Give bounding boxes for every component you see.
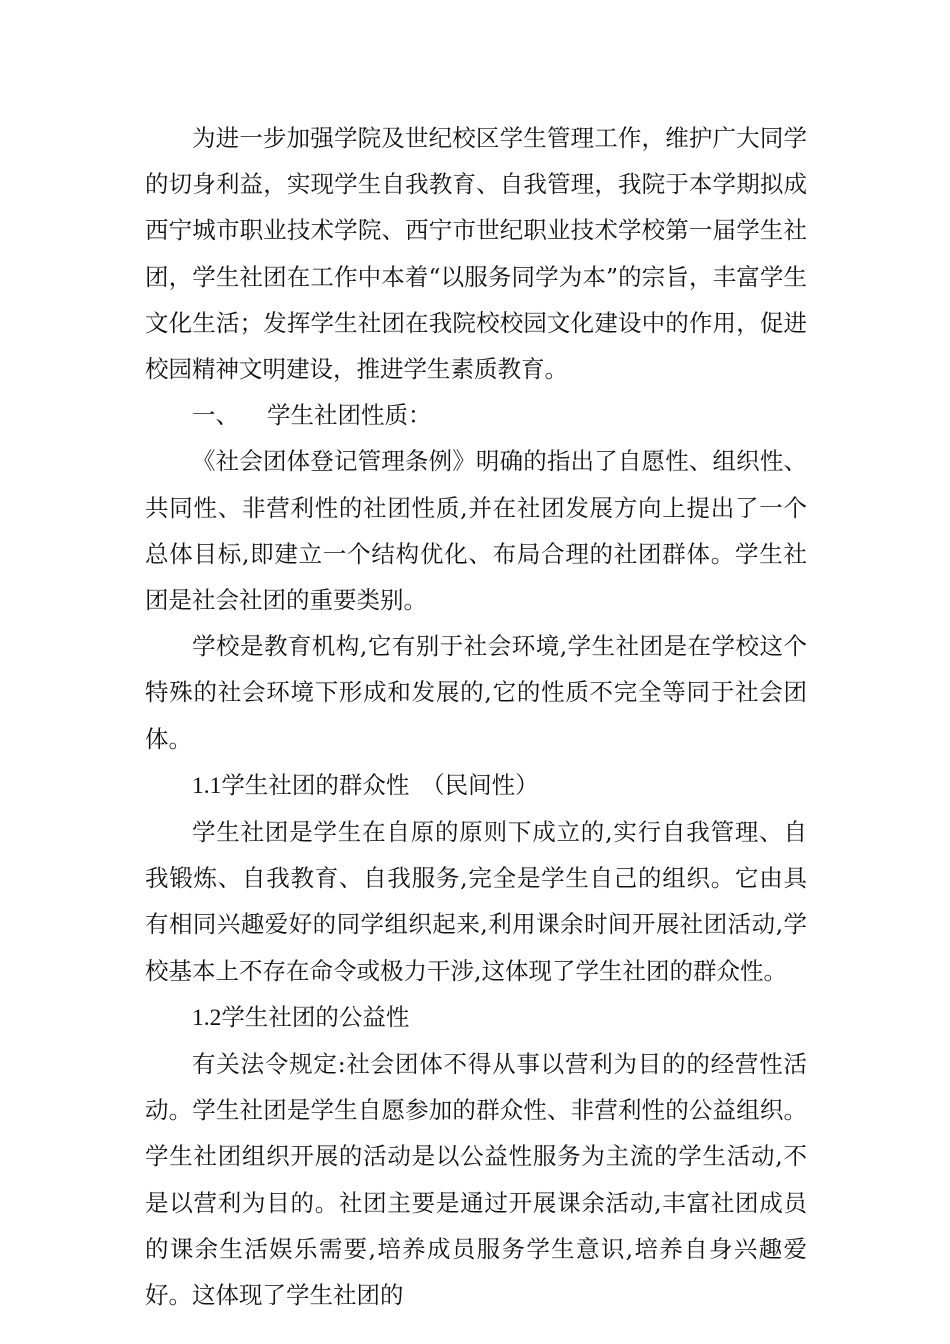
subsection-number: 1.1 [192, 772, 222, 799]
section-number: 一、 [192, 401, 239, 430]
section-heading-nature [145, 392, 807, 438]
school-paragraph: 学校是教育机构,它有别于社会环境,学生社团是在学校这个特殊的社会环境下形成和发展的,它的性质不完全等同于社会团体。 [145, 632, 807, 753]
mass-paragraph: 学生社团是学生在自原的原则下成立的,实行自我管理、自我锻炼、自我教育、自我服务,完全是学生自己的组织。它由具有相同兴趣爱好的同学组织起来,利用课余时间开展社团活动,学校基本上不存在命令或极力干涉,这体现了学生社团的群众性。 [145, 818, 807, 985]
document-page [145, 115, 807, 1318]
public-paragraph: 有关法令规定:社会团体不得从事以营利为目的的经营性活动。学生社团是学生自愿参加的群众性、非营利性的公益组织。学生社团组织开展的活动是以公益性服务为主流的学生活动,不是以营利为目的。社团主要是通过开展课余活动,丰富社团成员的课余生活娱乐需要,培养成员服务学生意识,培养自身兴趣爱好。这体现了学生社团的 [145, 1050, 807, 1310]
intro-paragraph: 为进一步加强学院及世纪校区学生管理工作，维护广大同学的切身利益，实现学生自我教育、自我管理，我院于本学期拟成西宁城市职业技术学院、西宁市世纪职业技术学校第一届学生社团，学生社团在工作中本着“以服务同学为本”的宗旨，丰富学生文化生活；发挥学生社团在我院校校园文化建设中的作用，促进校园精神文明建设，推进学生素质教育。 [145, 124, 807, 384]
subsection-heading-mass [145, 762, 807, 809]
subsection-number: 1.2 [192, 1004, 222, 1031]
regulation-paragraph: 《社会团体登记管理条例》明确的指出了自愿性、组织性、共同性、非营利性的社团性质,并在社团发展方向上提出了一个总体目标,即建立一个结构优化、布局合理的社团群体。学生社团是社会社团的重要类别。 [145, 447, 807, 615]
subsection-title: 学生社团的群众性 （民间性） [221, 770, 539, 799]
section-title: 学生社团性质： [267, 401, 432, 430]
subsection-heading-public [145, 994, 807, 1041]
subsection-title: 学生社团的公益性 [221, 1002, 410, 1031]
